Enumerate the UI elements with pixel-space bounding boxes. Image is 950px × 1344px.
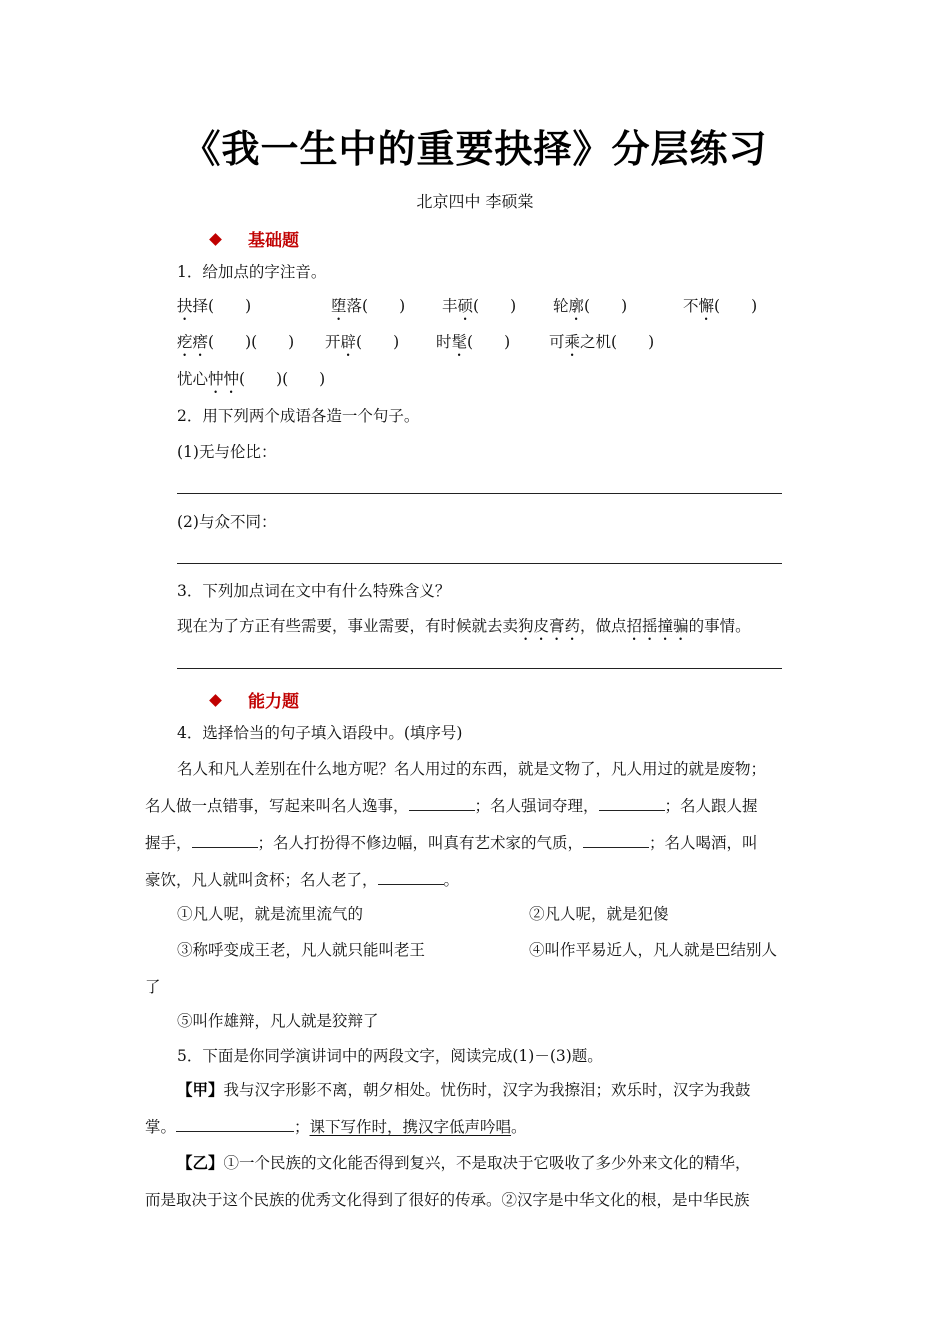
jia-tag: 【甲】: [177, 1080, 224, 1099]
q5-yi-line-2: 而是取决于这个民族的优秀文化得到了很好的传承。②汉字是中华文化的根，是中华民族: [145, 1191, 750, 1209]
fill-blank[interactable]: [409, 796, 475, 811]
q4-para-line-3: 握手， ；名人打扮得不修边幅，叫真有艺术家的气质， ；名人喝酒，叫: [145, 834, 758, 852]
section-basic-label: 基础题: [248, 231, 299, 251]
underlined-sentence: 课下写作时，携汉字低声吟唱: [309, 1118, 512, 1136]
q3-dotted-word-2: 招摇撞骗: [626, 617, 689, 635]
q5-jia-line-2: 掌。 ；课下写作时，携汉字低声吟唱。: [145, 1118, 527, 1136]
q1-item-7: 开辟( ): [325, 333, 400, 351]
q5-yi-line-1: 【乙】①一个民族的文化能否得到复兴，不是取决于它吸收了多少外来文化的精华，: [177, 1153, 751, 1172]
q4-option-3: ③称呼变成王老，凡人就只能叫老王: [177, 941, 426, 959]
q1-item-9: 可乘之机( ): [549, 333, 655, 351]
q4-para-line-2: 名人做一点错事，写起来叫名人逸事， ；名人强词夺理， ；名人跟人握: [145, 797, 758, 815]
author-line: 北京四中 李硕棠: [416, 192, 534, 211]
section-ability: [211, 687, 299, 712]
q4-prompt: 4．选择恰当的句子填入语段中。(填序号): [177, 724, 463, 742]
q5-prompt: 5．下面是你同学演讲词中的两段文字，阅读完成(1)－(3)题。: [177, 1047, 603, 1065]
q1-item-4: 轮廓( ): [553, 297, 628, 315]
q1-item-2: 堕落( ): [331, 297, 406, 315]
yi-tag: 【乙】: [177, 1153, 224, 1172]
q4-option-4: ④叫作平易近人，凡人就是巴结别人: [529, 941, 778, 959]
q2-item-a: (1)无与伦比：: [177, 443, 277, 461]
q4-option-4-cont: 了: [145, 978, 161, 996]
answer-line[interactable]: [177, 563, 782, 564]
q1-item-5: 不懈( ): [683, 297, 758, 315]
q1-item-10: 忧心忡忡( )( ): [177, 370, 326, 388]
section-ability-label: 能力题: [248, 692, 299, 712]
q4-option-2: ②凡人呢，就是犯傻: [529, 905, 669, 923]
q2-prompt: 2．用下列两个成语各造一个句子。: [177, 407, 420, 425]
q1-item-1: 抉择( ): [177, 297, 252, 315]
q4-para-line-1: 名人和凡人差别在什么地方呢？名人用过的东西，就是文物了，凡人用过的就是废物；: [177, 760, 767, 778]
q5-jia-line-1: 【甲】我与汉字形影不离，朝夕相处。忧伤时，汉字为我擦泪；欢乐时，汉字为我鼓: [177, 1080, 751, 1099]
page-title: 《我一生中的重要抉择》分层练习: [182, 126, 768, 171]
answer-line[interactable]: [177, 493, 782, 494]
fill-blank[interactable]: [192, 833, 258, 848]
q2-item-b: (2)与众不同：: [177, 513, 277, 531]
q1-item-6: 疙瘩( )( ): [177, 333, 295, 351]
fill-blank[interactable]: [599, 796, 665, 811]
q1-item-8: 时髦( ): [436, 333, 511, 351]
q3-prompt: 3．下列加点词在文中有什么特殊含义？: [177, 582, 451, 600]
q3-dotted-word-1: 狗皮膏药: [518, 617, 581, 635]
q4-option-1: ①凡人呢，就是流里流气的: [177, 905, 364, 923]
q3-sentence: 现在为了方正有些需要，事业需要，有时候就去卖狗皮膏药，做点招摇撞骗的事情。: [177, 617, 751, 635]
q1-prompt: 1．给加点的字注音。: [177, 263, 327, 281]
fill-blank[interactable]: [378, 870, 444, 885]
fill-blank[interactable]: [176, 1117, 294, 1132]
section-basic: [211, 226, 299, 251]
fill-blank[interactable]: [583, 833, 649, 848]
answer-line[interactable]: [177, 668, 782, 669]
diamond-bullet-icon: [209, 233, 222, 246]
q1-item-3: 丰硕( ): [442, 297, 517, 315]
q4-para-line-4: 豪饮，凡人就叫贪杯；名人老了， 。: [145, 871, 460, 889]
diamond-bullet-icon: [209, 694, 222, 707]
q4-option-5: ⑤叫作雄辩，凡人就是狡辩了: [177, 1012, 379, 1030]
